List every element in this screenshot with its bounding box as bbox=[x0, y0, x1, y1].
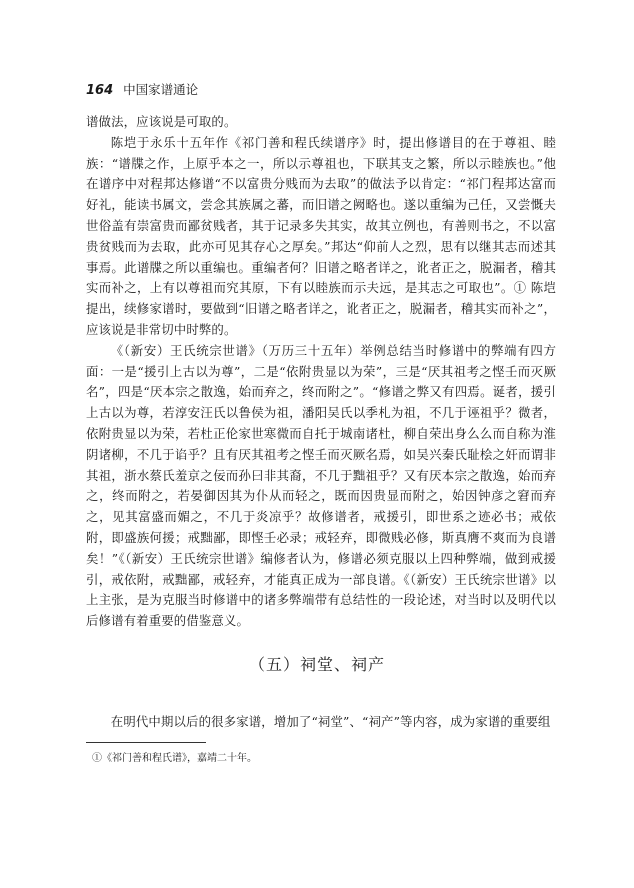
paragraph-tail: 在明代中期以后的很多家谱，增加了“祠堂”、“祠产”等内容，成为家谱的重要组 bbox=[110, 714, 551, 729]
running-header bbox=[86, 80, 198, 98]
footnote: ①《祁门善和程氏谱》，嘉靖二十年。 bbox=[92, 753, 257, 764]
paragraph-continuation: 谱做法，应该说是可取的。 bbox=[86, 114, 237, 129]
paragraph-chen-kai: 陈垲于永乐十五年作《祁门善和程氏续谱序》时，提出修谱目的在于尊祖、睦族：“谱牒之作，上原乎本之一，所以示尊祖也，下联其支之繁，所以示睦族也。”他在谱序中对程邦达修谱“不以富贵分贱而为去取”的做法予以肯定：“祁门程邦达富而好礼，能读书属文，尝念其族属之蕃，而旧谱之阙略也。遂以重编为己任，又尝慨夫世俗盖有崇富贵而鄙贫贱者，其于记录多失其实，故其立例也，有善则书之，不以富贵贫贱而为去取，此亦可见其存心之厚矣。”邦达“仰前人之烈，思有以继其志而述其事焉。此谱牒之所以重编也。重编者何？旧谱之略者详之，讹者正之，脱漏者，稽其实而补之，上有以尊祖而究其原，下有以睦族而示夫远，是其志之可取也”。① 陈垲提出，续修家谱时，要做到“旧谱之略者详之，讹者正之，脱漏者，稽其实而补之”，应该说是非常切中时弊的。 bbox=[86, 134, 556, 337]
paragraph-wang-shi: 《（新安）王氏统宗世谱》（万历三十五年）举例总结当时修谱中的弊端有四方面：一是“援引上古以为尊”，二是“依附贵显以为荣”，三是“厌其祖考之悭壬而灭厥名”，四是“厌本宗之散逸，始而弃之，终而附之”。“修谱之弊又有四焉。诞者，援引上古以为尊，若淳安汪氏以鲁侯为祖，潘阳吴氏以季札为祖，不几于诬祖乎？微者，依附贵显以为荣，若杜正伦家世寒微而自托于城南诸杜，柳自荣出身么么而自称为淮阴诸柳，不几于谄乎？且有厌其祖考之悭壬而灭厥名焉，如吴兴秦氏耻桧之奸而谓非其祖，浙水蔡氏羞京之佞而孙曰非其裔，不几于黜祖乎？又有厌本宗之散逸，始而弃之，终而附之，若晏御因其为仆从而轻之，既而因贵显而附之，始因钟彦之窘而弃之，见其富盛而媚之，不几于炎凉乎？故修谱者，戒援引，即世系之迹必书；戒依附，即盛族何援；戒黜鄙，即悭壬必录；戒轻弃，即微贱必修，斯真膺不爽而为良谱矣！”《（新安）王氏统宗世谱》编修者认为，修谱必须克服以上四种弊端，做到戒援引，戒依附，戒黜鄙，戒轻弃，才能真正成为一部良谱。《（新安）王氏统宗世谱》以上主张，是为克服当时修谱中的诸多弊端带有总结性的一段论述，对当时以及明代以后修谱有着重要的借鉴意义。 bbox=[86, 342, 556, 629]
page-number: 164 bbox=[86, 83, 114, 98]
section-heading: （五）祠堂、祠产 bbox=[248, 655, 385, 674]
footnote-divider bbox=[86, 742, 206, 743]
book-title: 中国家谱通论 bbox=[123, 82, 199, 97]
body-text bbox=[86, 112, 556, 632]
